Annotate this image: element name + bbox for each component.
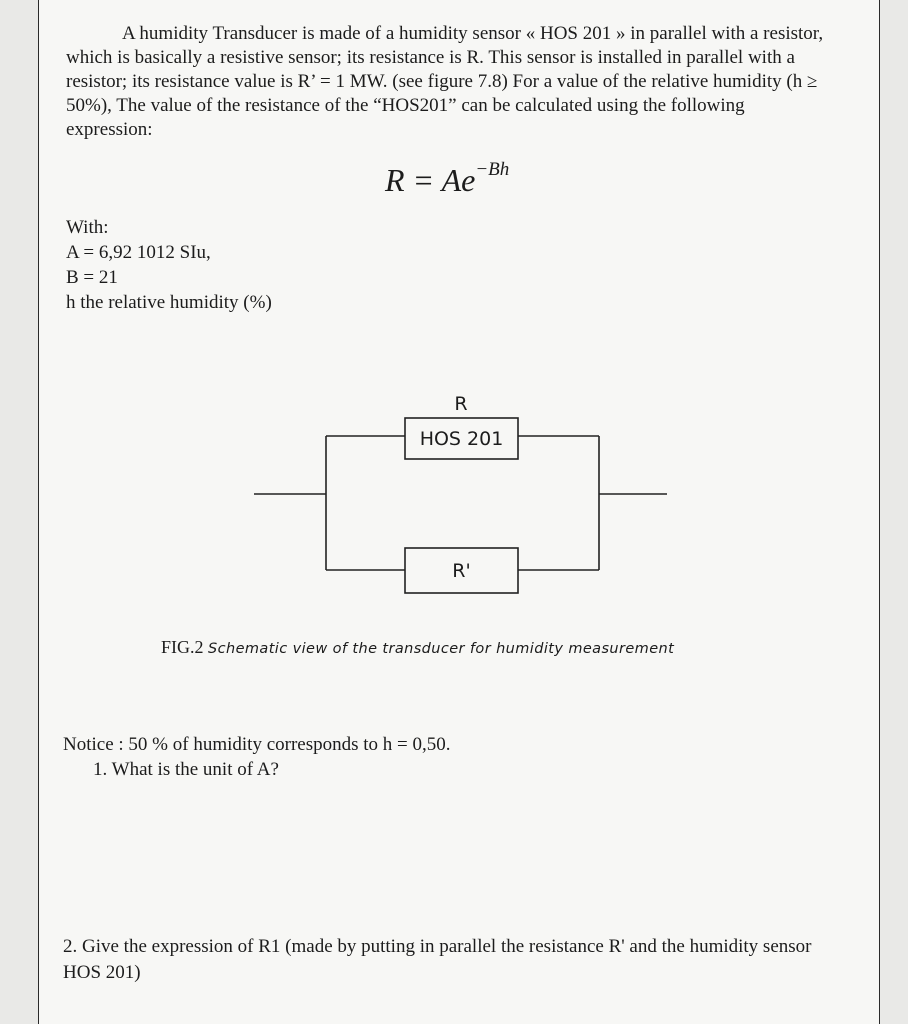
figure-caption (161, 637, 674, 658)
intro-text: A humidity Transducer is made of a humidity sensor « HOS 201 » in parallel with a resistor, which is basically a resistive sensor; its resistance is R. This sensor is installed in parallel with a resistor; its resistance value is R’ = 1 MW. (see figure 7.8) For a value of the relative humidity (h ≥ 50%), The value of the resistance of the “HOS201” can be calculated using the following expression: (66, 23, 824, 140)
notice-line: Notice : 50 % of humidity corresponds to h = 0,50. (63, 734, 451, 755)
caption-text: Schematic view of the transducer for humidity measurement (208, 641, 675, 657)
document-page (38, 0, 880, 1024)
question-1: 1. What is the unit of A? (93, 759, 279, 780)
resistance-formula (385, 159, 510, 199)
given-a: A = 6,92 1012 SIu, (66, 242, 211, 263)
given-heading: With: (66, 217, 109, 238)
transducer-schematic (239, 380, 719, 605)
given-b: B = 21 (66, 267, 118, 288)
intro-paragraph (66, 22, 826, 142)
sensor-resistance-label: R (454, 393, 468, 415)
notice-block (63, 732, 451, 782)
given-values (66, 215, 272, 315)
formula-lhs: R = Ae (385, 162, 476, 198)
formula-exponent: −Bh (475, 159, 510, 181)
resistor-box-label: R' (452, 560, 471, 582)
question-2: 2. Give the expression of R1 (made by putting in parallel the resistance R' and the humidity sensor HOS 201) (63, 936, 812, 983)
caption-prefix: FIG.2 (161, 637, 209, 657)
sensor-box-label: HOS 201 (419, 428, 504, 450)
given-h: h the relative humidity (%) (66, 292, 272, 313)
